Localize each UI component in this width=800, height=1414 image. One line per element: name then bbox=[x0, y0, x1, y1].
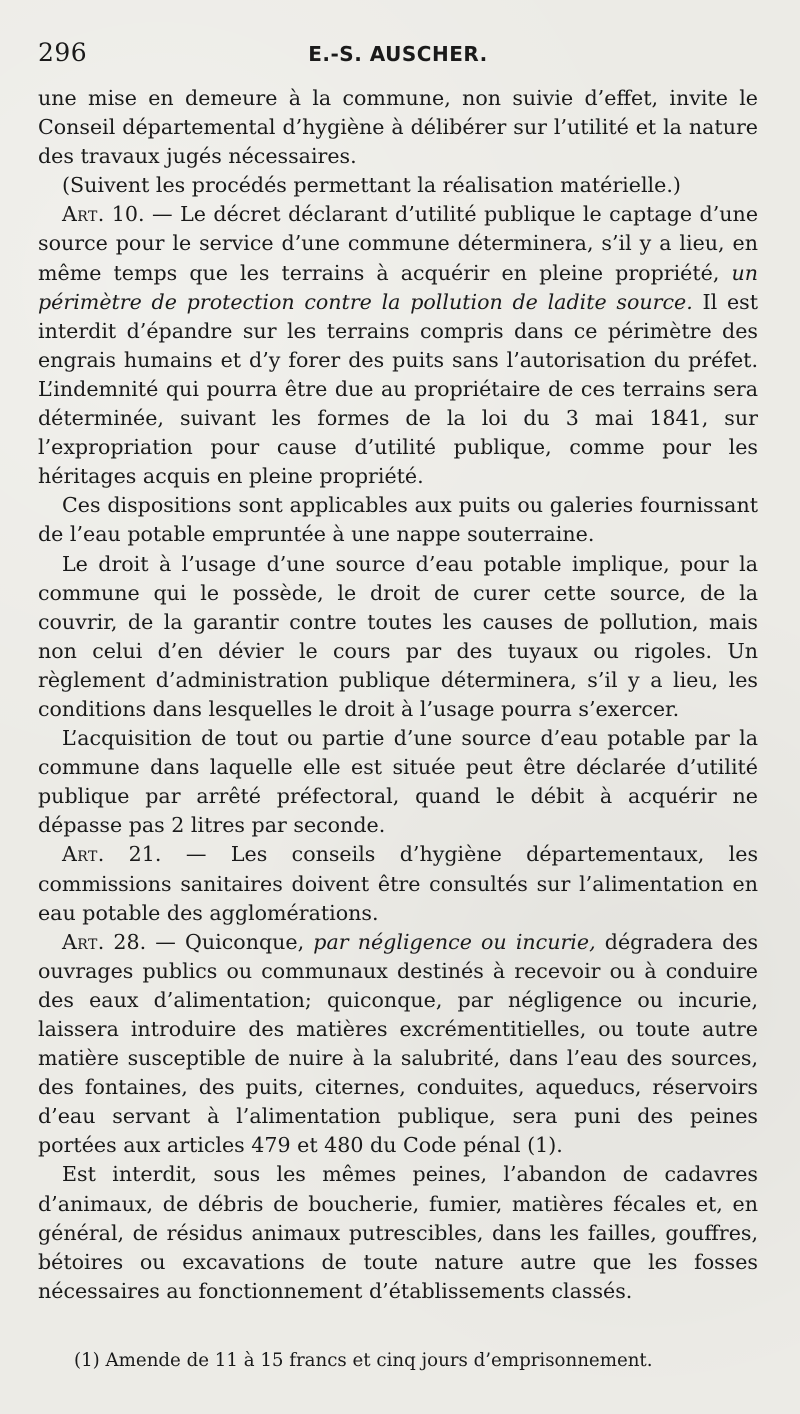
paragraph-5: Le droit à l’usage d’une source d’eau potable implique, pour la commune qui le possède, le droit de curer cette source, de la couvrir, de la garantir contre toutes les causes de pollution, mais non celui d’en dévier le cours par des tuyaux ou rigoles. Un règlement d’administration publique déterminera, s’il y a lieu, les conditions dans lesquelles le droit à l’usage pourra s’exercer. bbox=[38, 551, 758, 721]
article-label: Art bbox=[62, 929, 98, 954]
article-10-italic-text: un périmètre de protection contre la pollution de ladite source. bbox=[38, 260, 759, 314]
article-10-text-b: Il est interdit d’épandre sur les terrains compris dans ce périmètre des engrais humains et d’y forer des puits sans l’autorisation du préfet. L’indemnité qui pourra être due au propriétaire de ces terrains sera déterminée, suivant les formes de la loi du 3 mai 1841, sur l’expropriation pour cause d’utilité publique, comme pour les héritages acquis en pleine propriété. bbox=[38, 289, 759, 489]
body-text bbox=[38, 84, 758, 1306]
article-number: . 21. — bbox=[97, 842, 207, 867]
article-label: Art bbox=[62, 842, 98, 867]
article-28-text-a: Quiconque, bbox=[185, 929, 305, 954]
article-28-italic-text: par négligence ou incurie, bbox=[313, 929, 596, 954]
paragraph-9: Est interdit, sous les mêmes peines, l’abandon de cadavres d’animaux, de débris de boucherie, fumier, matières fécales et, en général, de résidus animaux putrescibles, dans les failles, gouffres, bétoires ou excavations de toute nature autre que les fosses nécessaires au fonctionnement d’établissements classés. bbox=[38, 1162, 758, 1303]
article-10-text-a: Le décret déclarant d’utilité publique le captage d’une source pour le service d’une commune déterminera, s’il y a lieu, en même temps que les terrains à acquérir en pleine propriété, bbox=[38, 202, 759, 285]
paragraph-4: Ces dispositions sont applicables aux puits ou galeries fournissant de l’eau potable empruntée à une nappe souterraine. bbox=[38, 493, 758, 547]
footnote: (1) Amende de 11 à 15 francs et cinq jours d’emprisonnement. bbox=[74, 1350, 653, 1371]
article-label: Art bbox=[62, 202, 98, 227]
article-number: . 10. — bbox=[97, 202, 173, 227]
article-28-text-b: dégradera des ouvrages publics ou communaux destinés à recevoir ou à conduire des eaux d’alimentation; quiconque, par négligence ou incurie, laissera introduire des matières excrémentitielles, ou toute autre matière susceptible de nuire à la salubrité, dans l’eau des sources, des fontaines, des puits, citernes, conduites, aqueducs, réservoirs d’eau servant à l’alimentation publique, sera puni des peines portées aux articles 479 et 480 du Code pénal (1). bbox=[38, 929, 759, 1158]
article-21-text: Les conseils d’hygiène départementaux, les commissions sanitaires doivent être consultés sur l’alimentation en eau potable des agglomérations. bbox=[38, 842, 759, 925]
article-10-paragraph bbox=[38, 200, 758, 491]
paragraph-1: une mise en demeure à la commune, non suivie d’effet, invite le Conseil départemental d’hygiène à délibérer sur l’utilité et la nature des travaux jugés nécessaires. bbox=[38, 86, 758, 169]
page-header bbox=[38, 38, 758, 82]
page-number: 296 bbox=[38, 38, 88, 67]
article-number: . 28. — bbox=[97, 929, 176, 954]
running-head: E.-S. AUSCHER. bbox=[308, 42, 488, 66]
paragraph-2: (Suivent les procédés permettant la réalisation matérielle.) bbox=[62, 173, 681, 198]
paragraph-6: L’acquisition de tout ou partie d’une source d’eau potable par la commune dans laquelle elle est située peut être déclarée d’utilité publique par arrêté préfectoral, quand le débit à acquérir ne dépasse pas 2 litres par seconde. bbox=[38, 726, 758, 838]
article-28-paragraph bbox=[38, 928, 758, 1161]
article-21-paragraph bbox=[38, 840, 758, 927]
